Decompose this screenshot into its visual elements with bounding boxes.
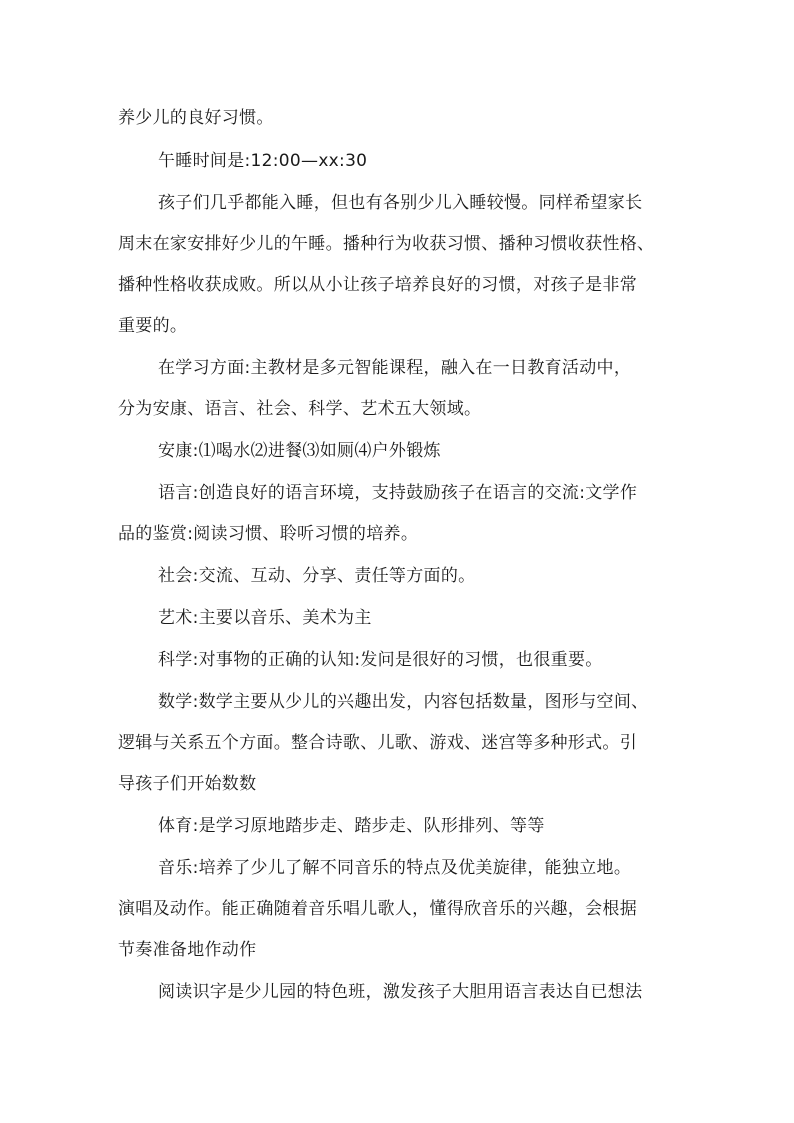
- paragraph-line: 科学:对事物的正确的认知:发问是很好的习惯，也很重要。: [158, 650, 603, 670]
- paragraph-line: 逻辑与关系五个方面。整合诗歌、儿歌、游戏、迷宫等多种形式。引: [118, 733, 637, 753]
- paragraph-line: 语言:创造良好的语言环境，支持鼓励孩子在语言的交流:文学作: [158, 483, 638, 503]
- paragraph-line: 周末在家安排好少儿的午睡。播种行为收获习惯、播种习惯收获性格、: [118, 234, 655, 254]
- paragraph-line: 社会:交流、互动、分享、责任等方面的。: [158, 566, 476, 586]
- paragraph-line: 养少儿的良好习惯。: [118, 108, 274, 128]
- paragraph-line: 导孩子们开始数数: [118, 774, 257, 794]
- paragraph-line: 数学:数学主要从少儿的兴趣出发，内容包括数量，图形与空间、: [158, 692, 649, 712]
- paragraph-line: 孩子们几乎都能入睡，但也有各别少儿入睡较慢。同样希望家长: [158, 193, 643, 213]
- paragraph-line: 分为安康、语言、社会、科学、艺术五大领域。: [118, 399, 482, 419]
- paragraph-line: 阅读识字是少儿园的特色班，激发孩子大胆用语言表达自已想法: [158, 982, 643, 1002]
- paragraph-line: 播种性格收获成败。所以从小让孩子培养良好的习惯，对孩子是非常: [118, 275, 637, 295]
- paragraph-line: 重要的。: [118, 316, 188, 336]
- paragraph-line: 节奏准备地作动作: [118, 940, 257, 960]
- paragraph-line: 艺术:主要以音乐、美术为主: [158, 608, 372, 628]
- paragraph-line: 演唱及动作。能正确随着音乐唱儿歌人，懂得欣音乐的兴趣，会根据: [118, 899, 637, 919]
- paragraph-line: 午睡时间是:12:00—xx:30: [158, 151, 368, 171]
- paragraph-line: 音乐:培养了少儿了解不同音乐的特点及优美旋律，能独立地。: [158, 858, 632, 878]
- paragraph-line: 安康:⑴喝水⑵进餐⑶如厕⑷户外锻炼: [158, 441, 441, 461]
- paragraph-line: 品的鉴赏:阅读习惯、聆听习惯的培养。: [118, 524, 419, 544]
- paragraph-line: 在学习方面:主教材是多元智能课程，融入在一日教育活动中，: [158, 358, 632, 378]
- paragraph-line: 体育:是学习原地踏步走、踏步走、队形排列、等等: [158, 816, 545, 836]
